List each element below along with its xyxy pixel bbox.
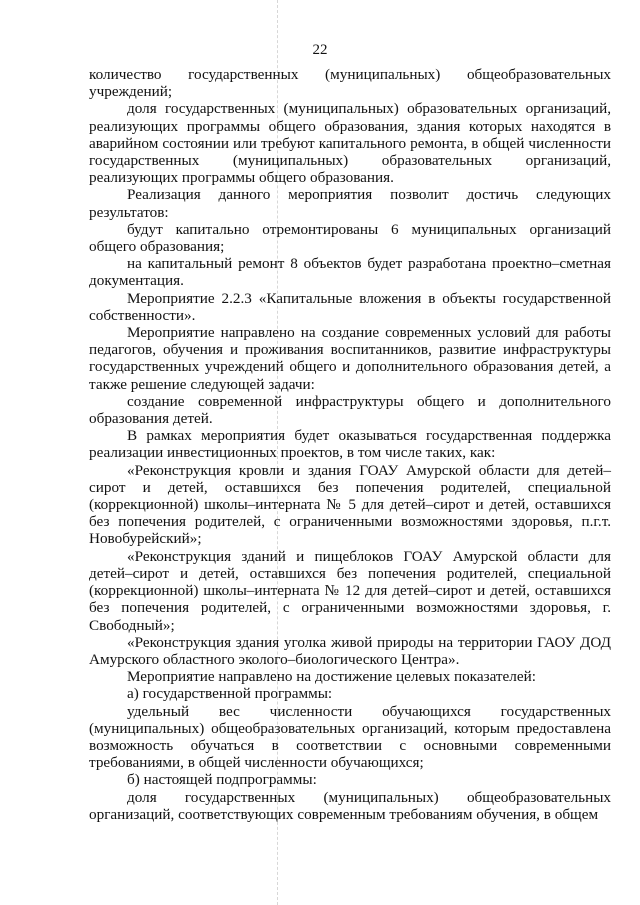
paragraph: Мероприятие направлено на создание современных условий для работы педагогов, обучения и проживания воспитанников, развитие инфраструктуры государственных учреждений общего и дополнительного образования детей, а также решение следующей задачи:	[89, 324, 611, 393]
paragraph: б) настоящей подпрограммы:	[127, 771, 317, 789]
paragraph: доля государственных (муниципальных) образовательных организаций, реализующих программы общего образования, здания которых находятся в аварийном состоянии или требуют капитального ремонта, в общей численности государственных (муниципальных) образовательных организаций, реализующих программы общего образования.	[89, 100, 611, 187]
document-body	[89, 66, 611, 823]
paragraph: Мероприятие направлено на достижение целевых показателей:	[127, 668, 536, 686]
paragraph: Мероприятие 2.2.3 «Капитальные вложения в объекты государственной собственности».	[89, 289, 611, 324]
paragraph: В рамках мероприятия будет оказываться государственная поддержка реализации инвестиционных проектов, в том числе таких, как:	[89, 427, 611, 462]
paragraph: «Реконструкция кровли и здания ГОАУ Амурской области для детей–сирот и детей, оставшихся без попечения родителей, специальной (коррекционной) школы–интерната № 5 для детей–сирот и детей, оставшихся без попечения родителей, с ограниченными возможностями здоровья, п.г.т. Новобурейский»;	[89, 461, 611, 548]
paragraph: «Реконструкция зданий и пищеблоков ГОАУ Амурской области для детей–сирот и детей, оставшихся без попечения родителей, специальной (коррекционной) школы–интерната № 12 для детей–сирот и детей, оставшихся без попечения родителей, с ограниченными возможностями здоровья, г. Свободный»;	[89, 547, 611, 634]
paragraph: будут капитально отремонтированы 6 муниципальных организаций общего образования;	[89, 220, 611, 256]
paragraph: доля государственных (муниципальных) общеобразовательных организаций, соответствующих современным требованиям обучения, в общем	[89, 788, 611, 823]
paragraph: а) государственной программы:	[127, 685, 333, 703]
paragraph: удельный вес численности обучающихся государственных (муниципальных) общеобразовательных организаций, которым предоставлена возможность обучаться в соответствии с основными современными требованиями, в общей численности обучающихся;	[89, 702, 611, 772]
paragraph: «Реконструкция здания уголка живой природы на территории ГАОУ ДОД Амурского областного эколого–биологического Центра».	[89, 633, 611, 668]
paragraph: количество государственных (муниципальных) общеобразовательных учреждений;	[89, 66, 611, 101]
paragraph: Реализация данного мероприятия позволит достичь следующих результатов:	[89, 186, 611, 221]
page-number: 22	[312, 42, 328, 58]
paragraph: на капитальный ремонт 8 объектов будет разработана проектно–сметная документация.	[89, 255, 611, 290]
paragraph: создание современной инфраструктуры общего и дополнительного образования детей.	[89, 392, 611, 428]
